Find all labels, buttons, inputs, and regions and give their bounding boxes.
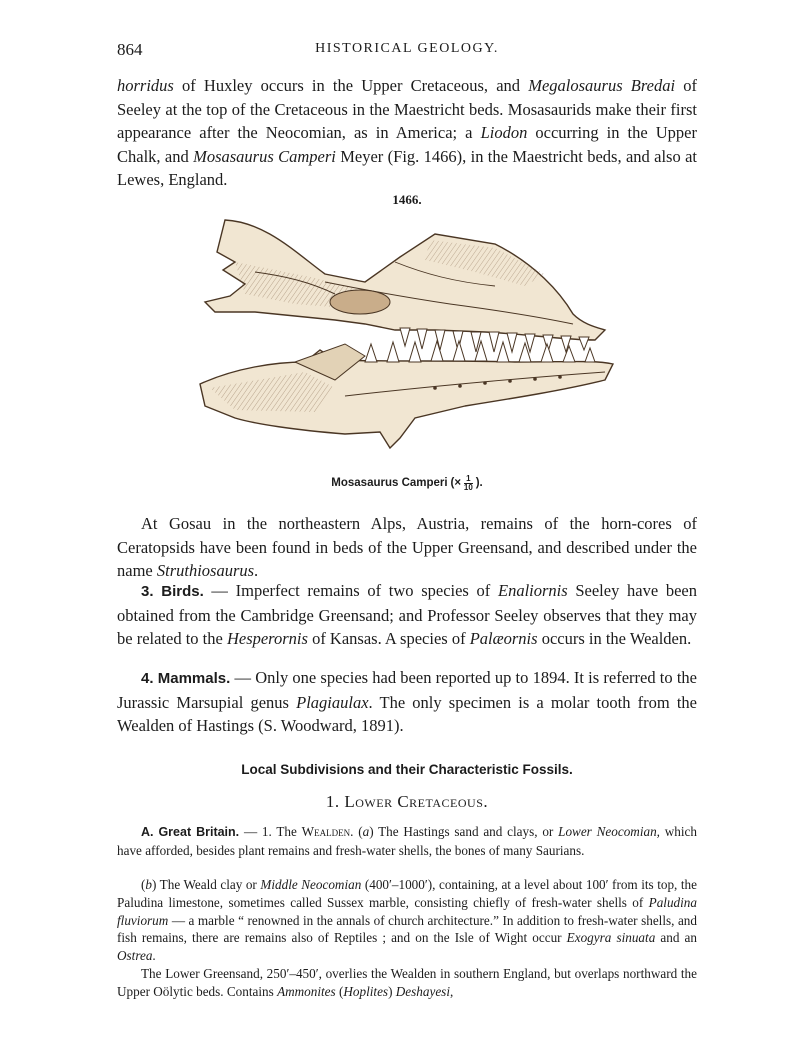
section-heading: Local Subdivisions and their Characteristic Fossils. — [241, 762, 573, 777]
paragraph-mosasaurids: horridus of Huxley occurs in the Upper Cretaceous, and Megalosaurus Bredai of Seeley at the top of the Cretaceous in the Maestricht beds. Mosasaurids make their first appearance after the Neocomian, as in America; a Liodon occurring in the Upper Chalk, and Mosasaurus Camperi Meyer (Fig. 1466), in the Maestricht beds, and also at Lewes, England. — [117, 76, 698, 189]
figure-caption: Mosasaurus Camperi (× $\frac{1}{10}$ ). — [331, 474, 483, 492]
paragraph-gosau: At Gosau in the northeastern Alps, Austria, remains of the horn-cores of Ceratopsids have been found in beds of the Upper Greensand, and described under the name Struthiosaurus. — [117, 514, 697, 580]
page-header — [117, 40, 697, 64]
mosasaurus-skull-illustration — [195, 212, 620, 474]
paragraph-mammals: 4. Mammals. — Only one species had been reported up to 1894. It is referred to the Jurassic Marsupial genus Plagiaulax. The only specimen is a molar tooth from the Wealden of Hastings (S. Woodward, 1891). — [117, 668, 697, 735]
paragraph-lower-greensand: The Lower Greensand, 250′–450′, overlies the Wealden in southern England, but overlaps northward the Upper Oölytic beds. Contains Ammonites (Hoplites) Deshayesi, — [117, 966, 697, 999]
paragraph-weald-clay: (b) The Weald clay or Middle Neocomian (400′–1000′), containing, at a level about 100′ from its top, the Paludina limestone, sometimes called Sussex marble, consisting chiefly of fresh-water shells of Paludina fluviorum — a marble “ renowned in the annals of church architecture.” In addition to fresh-water shells, and fish remains, there are remains also of Reptiles ; and on the Isle of Wight occur Exogyra sinuata and an Ostrea. — [117, 877, 697, 964]
paragraph-great-britain: A. Great Britain. — 1. The Wealden. (a) The Hastings sand and clays, or Lower Neocomian, which have afforded, besides plant remains and fresh-water shells, the bones of many Saurians. — [117, 824, 697, 858]
paragraph-birds: 3. Birds. — Imperfect remains of two species of Enaliornis Seeley have been obtained from the Cambridge Greensand; and Professor Seeley observes that they may be related to the Hesperornis of Kansas. A species of Palæornis occurs in the Wealden. — [117, 581, 698, 648]
page-number: 864 — [117, 40, 143, 59]
subsection-heading: 1. Lower Cretaceous. — [325, 792, 489, 811]
figure-number: 1466. — [392, 192, 422, 207]
running-head: HISTORICAL GEOLOGY. — [315, 41, 499, 56]
